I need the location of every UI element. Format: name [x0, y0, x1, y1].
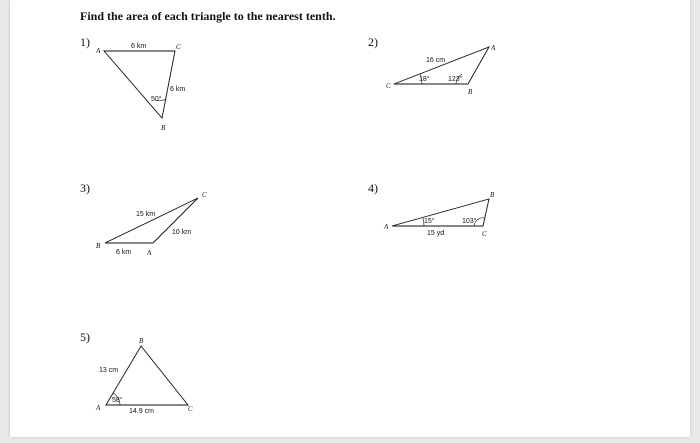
- triangle-figures: [10, 0, 690, 437]
- vertex-b-4: B: [490, 191, 495, 199]
- angle-a-label-4: 15°: [424, 218, 435, 225]
- vertex-a-4: A: [384, 223, 389, 231]
- vertex-c-5: C: [188, 405, 193, 413]
- angle-c-label-4: 103°: [462, 218, 477, 225]
- worksheet-instruction: Find the area of each triangle to the nearest tenth.: [80, 9, 336, 23]
- problem-1-figure: [95, 43, 185, 132]
- problem-5-number: 5): [80, 330, 90, 344]
- side-right-1: 6 km: [170, 86, 186, 93]
- vertex-a-5: A: [96, 404, 101, 412]
- triangle-2: [394, 47, 489, 84]
- side-left-5: 13 cm: [99, 367, 119, 374]
- angle-b-label-2: 123°: [448, 76, 463, 83]
- side-top-1: 6 km: [131, 43, 147, 50]
- vertex-a-1: A: [96, 47, 101, 55]
- vertex-c-4: C: [482, 230, 487, 238]
- angle-c-label-2: 18°: [419, 76, 430, 83]
- problem-2-figure: [386, 44, 496, 96]
- vertex-b-1: B: [161, 124, 166, 132]
- angle-label-1: 50°: [151, 96, 162, 103]
- side-base-4: 15 yd: [427, 230, 445, 237]
- vertex-a-2: A: [491, 44, 496, 52]
- problem-1-number: 1): [80, 35, 90, 49]
- vertex-c-3: C: [202, 191, 207, 199]
- vertex-c-1: C: [176, 43, 181, 51]
- side-right-3: 10 km: [172, 229, 192, 236]
- side-long-2: 16 cm: [426, 57, 446, 64]
- side-base-3: 6 km: [116, 249, 132, 256]
- worksheet-page: [10, 0, 690, 437]
- triangle-1: [104, 51, 175, 118]
- vertex-c-2: C: [386, 82, 391, 90]
- triangle-3: [105, 198, 198, 243]
- problem-4-number: 4): [368, 181, 378, 195]
- problem-3-number: 3): [80, 181, 90, 195]
- problem-5-figure: [95, 337, 193, 415]
- vertex-a-3: A: [147, 249, 152, 257]
- vertex-b-2: B: [468, 88, 473, 96]
- angle-a-label-5: 58°: [112, 397, 123, 404]
- side-base-5: 14.9 cm: [129, 408, 154, 415]
- problem-3-figure: [96, 191, 207, 257]
- vertex-b-3: B: [96, 242, 101, 250]
- vertex-b-5: B: [139, 337, 144, 345]
- problem-4-figure: [383, 191, 495, 238]
- side-long-3: 15 km: [136, 211, 156, 218]
- problem-2-number: 2): [368, 35, 378, 49]
